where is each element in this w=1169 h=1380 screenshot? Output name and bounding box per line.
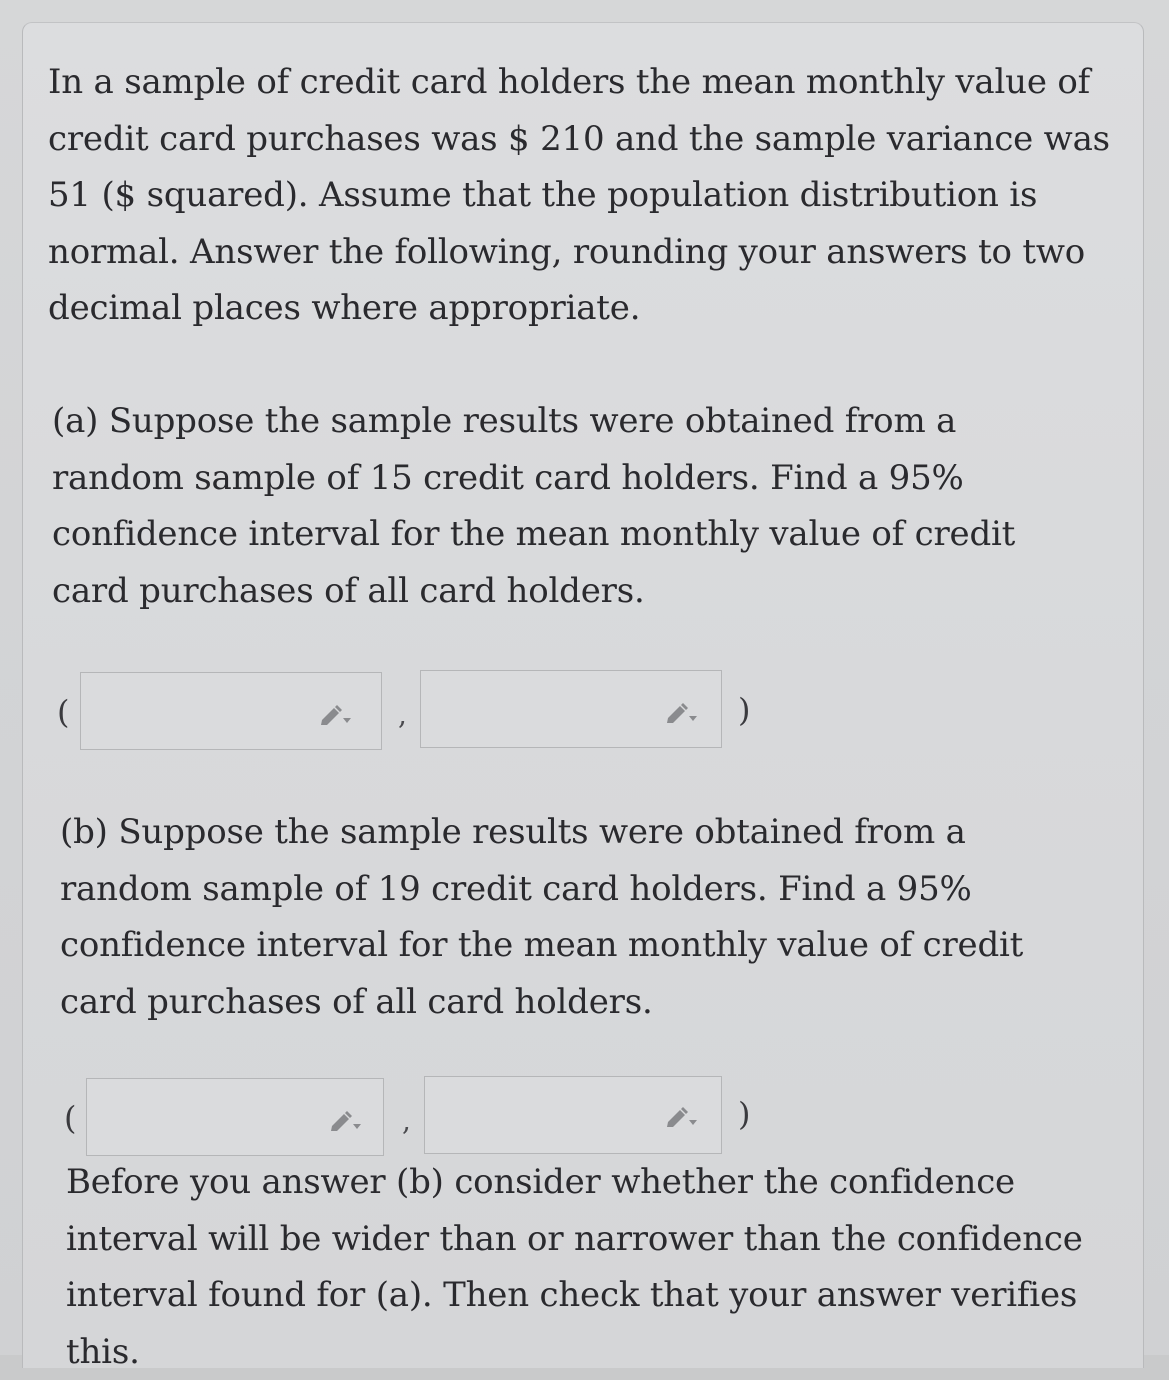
part-a-text: Suppose the sample results were obtained from a random sample of 15 credit card holders. Find a 95% confidence interval for the mean monthly value of credit card purchases of all card holders. [52, 401, 1016, 611]
part-b-label: (b) [60, 812, 108, 852]
part-a-label: (a) [52, 401, 99, 441]
part-a-comma: , [398, 698, 407, 731]
part-a-open-paren: ( [57, 693, 70, 731]
part-b-open-paren: ( [64, 1099, 77, 1137]
part-b-close-paren: ) [738, 1095, 751, 1133]
hint-text: Before you answer (b) consider whether the confidence interval will be wider than or narrower than the confidence interval found for (a). Then check that your answer verifies this. [66, 1162, 1083, 1372]
part-b-prompt [60, 804, 1070, 1030]
part-b-text: Suppose the sample results were obtained from a random sample of 19 credit card holders. Find a 95% confidence interval for the mean monthly value of credit card purchases of all card holders. [60, 812, 1024, 1022]
question-intro: In a sample of credit card holders the mean monthly value of credit card purchases was $ 210 and the sample variance was 51 ($ squared). Assume that the population distribution is normal. Answer the following, rounding your answers to two decimal places where appropriate. [48, 62, 1110, 328]
part-b-comma: , [402, 1104, 411, 1137]
part-a-close-paren: ) [738, 691, 751, 729]
part-a-prompt [52, 393, 1072, 619]
